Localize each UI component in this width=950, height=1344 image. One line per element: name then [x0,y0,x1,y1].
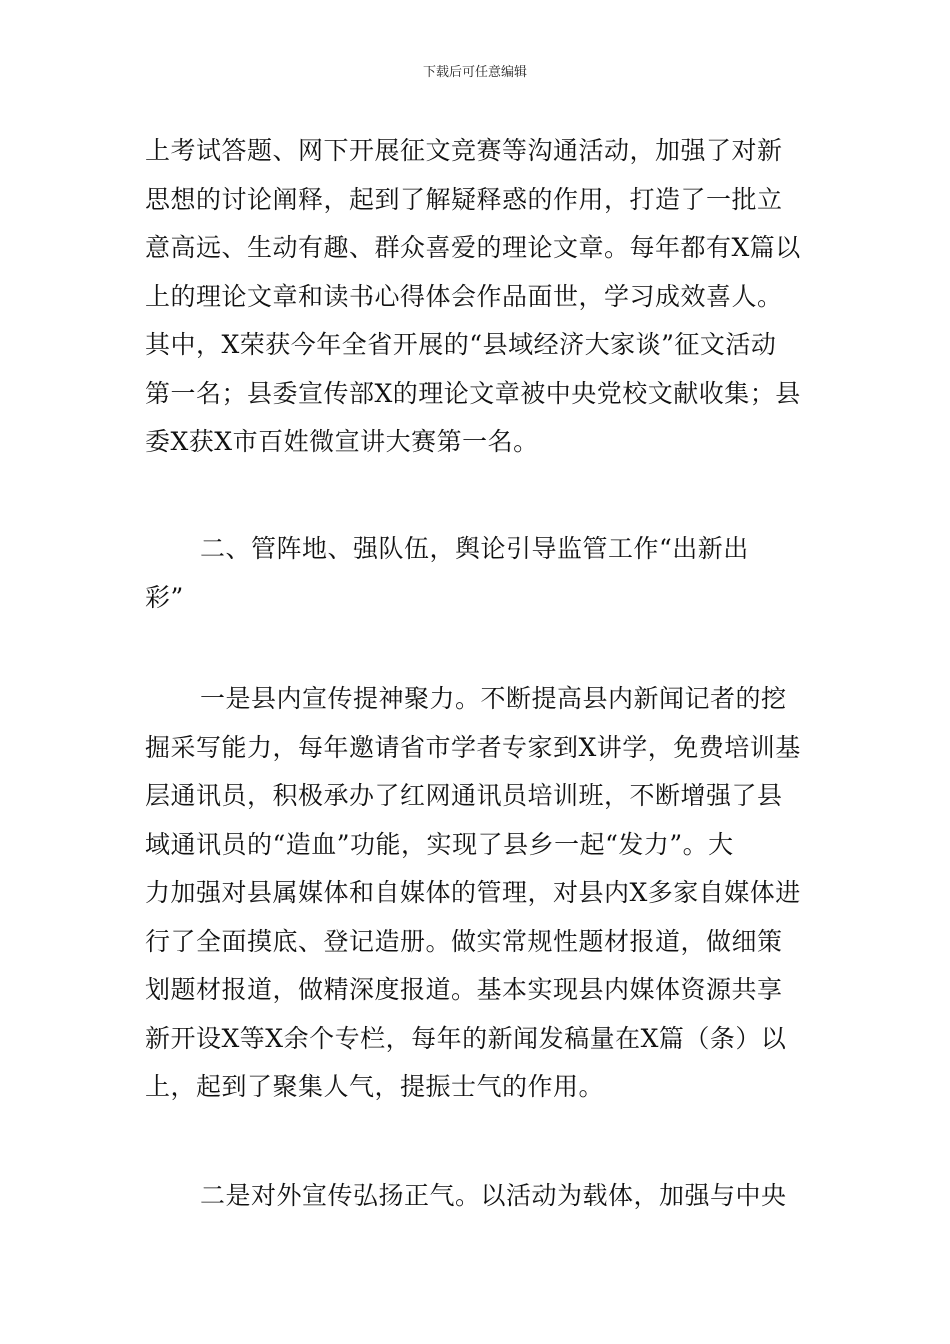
paragraph-continuation [145,127,809,467]
heading-line: 二、管阵地、强队伍，舆论引导监管工作“出新出 [200,534,749,563]
text-line: 上考试答题、网下开展征文竞赛等沟通活动，加强了对新 [145,136,783,165]
text-line: 其中，X荣获今年全省开展的“县域经济大家谈”征文活动 [145,330,777,359]
text-line: 一是县内宣传提神聚力。不断提高县内新闻记者的挖 [200,684,787,713]
text-line: 掘采写能力，每年邀请省市学者专家到X讲学，免费培训基 [145,732,801,762]
page-header: 下载后可任意编辑 [422,65,527,80]
text-line: 层通讯员，积极承办了红网通讯员培训班，不断增强了县 [145,781,783,810]
text-line: 域通讯员的“造血”功能，实现了县乡一起“发力”。大 [145,829,734,859]
text-line: 力加强对县属媒体和自媒体的管理，对县内X多家自媒体进 [145,878,801,907]
text-line: 行了全面摸底、登记造册。做实常规性题材报道，做细策 [145,926,783,956]
text-line: 意高远、生动有趣、群众喜爱的理论文章。每年都有X篇以 [145,233,801,262]
text-line: 思想的讨论阐释，起到了解疑释惑的作用，打造了一批立 [145,184,783,214]
text-line: 上的理论文章和读书心得体会作品面世，学习成效喜人。 [145,281,783,311]
text-line: 上，起到了聚集人气，提振士气的作用。 [145,1072,605,1101]
text-line: 新开设X等X余个专栏，每年的新闻发稿量在X篇（条）以 [145,1023,787,1053]
heading-line: 彩” [145,582,184,612]
section-heading [145,525,809,622]
text-line: 二是对外宣传弘扬正气。以活动为载体，加强与中央 [200,1181,787,1210]
text-line: 划题材报道，做精深度报道。基本实现县内媒体资源共享 [145,975,783,1004]
text-line: 委X获X市百姓微宣讲大赛第一名。 [145,427,539,456]
paragraph-local-publicity [145,675,809,1112]
paragraph-external-publicity [145,1172,809,1221]
text-line: 第一名；县委宣传部X的理论文章被中央党校文献收集；县 [145,378,801,408]
